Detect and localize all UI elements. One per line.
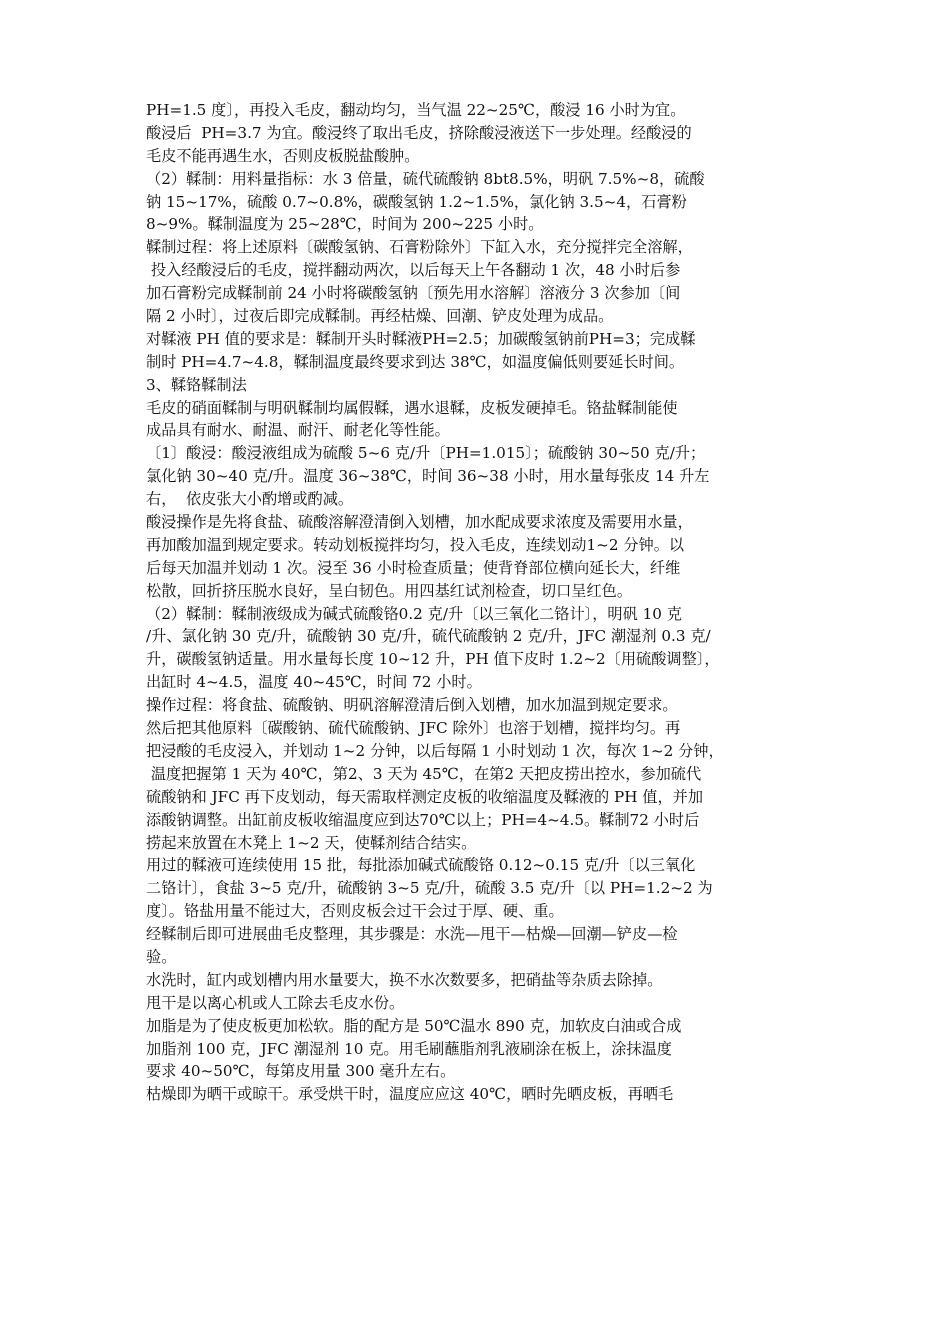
text-line: 度〕。铬盐用量不能过大，否则皮板会过干会过于厚、硬、重。 [146,902,564,921]
text-line: 枯燥即为晒干或晾干。承受烘干时，温度应应这 40℃，晒时先晒皮板，再晒毛 [146,1085,674,1104]
text-line: 温度把握第 1 天为 40℃，第2、3 天为 45℃，在第2 天把皮捞出控水，参加硫代 [146,764,702,783]
text-line: 要求 40~50℃，每第皮用量 300 毫升左右。 [146,1062,456,1081]
text-line: 把浸酸的毛皮浸入，并划动 1~2 分钟，以后每隔 1 小时划动 1 次，每次 1~2 分钟， [146,741,724,760]
text-line: 添酸钠调整。出缸前皮板收缩温度应到达70℃以上；PH=4~4.5。鞣制72 小时后 [146,810,700,829]
text-line: 毛皮不能再遇生水，否则皮板脱盐酸肿。 [146,146,420,165]
text-line: （2）鞣制：鞣制液级成为碱式硫酸铬0.2 克/升〔以三氧化二铬计〕，明矾 10 克 [146,604,682,623]
text-line: 操作过程：将食盐、硫酸钠、明矾溶解澄清后倒入划槽，加水加温到规定要求。 [146,696,678,715]
text-line: （2）鞣制：用料量指标：水 3 倍量，硫代硫酸钠 8bt8.5%，明矾 7.5%~8，硫酸 [146,169,705,188]
text-line: 加脂剂 100 克，JFC 潮湿剂 10 克。用毛刷蘸脂剂乳液刷涂在板上，涂抹温度 [146,1039,672,1058]
text-line: 然后把其他原料〔碳酸钠、硫代硫酸钠、JFC 除外〕也溶于划槽，搅拌均匀。再 [146,719,681,738]
text-line: 二铬计〕，食盐 3~5 克/升，硫酸钠 3~5 克/升，硫酸 3.5 克/升〔以 PH=1.2~2 为 [146,879,713,898]
text-line: 再加酸加温到规定要求。转动划板搅拌均匀，投入毛皮，连续划动1~2 分钟。以 [146,535,685,554]
text-line: PH=1.5 度〕，再投入毛皮，翻动均匀，当气温 22~25℃，酸浸 16 小时为宜。 [146,101,686,119]
text-line: 甩干是以离心机或人工除去毛皮水份。 [146,993,405,1012]
text-line: 验。 [146,947,177,966]
text-line: 硫酸钠和 JFC 再下皮划动，每天需取样测定皮板的收缩温度及鞣液的 PH 值，并加 [146,787,704,806]
text-line: 鞣制过程：将上述原料〔碳酸氢钠、石膏粉除外〕下缸入水，充分搅拌完全溶解， [146,238,693,257]
text-line: 加石膏粉完成鞣制前 24 小时将碳酸氢钠〔预先用水溶解〕溶液分 3 次参加〔间 [146,284,681,303]
text-line: 加脂是为了使皮板更加松软。脂的配方是 50℃温水 890 克，加软皮白油或合成 [146,1016,682,1035]
text-line: 升，碳酸氢钠适量。用水量每长度 10~12 升，PH 值下皮时 1.2~2〔用硫酸调整〕， [146,650,720,669]
text-line: 酸浸操作是先将食盐、硫酸溶解澄清倒入划槽，加水配成要求浓度及需要用水量， [146,513,693,532]
text-line: 捞起来放置在木凳上 1~2 天，使鞣剂结合结实。 [146,833,477,852]
text-line: 对鞣液 PH 值的要求是：鞣制开头时鞣液PH=2.5；加碳酸氢钠前PH=3；完成鞣 [146,329,696,348]
text-line: /升、氯化钠 30 克/升，硫酸钠 30 克/升，硫代硫酸钠 2 克/升，JFC 潮湿剂 0.3 克/ [146,627,711,646]
text-line: 经鞣制后即可进展曲毛皮整理，其步骤是：水洗—甩干—枯燥—回潮—铲皮—检 [146,925,678,944]
text-line: 酸浸后 PH=3.7 为宜。酸浸终了取出毛皮，挤除酸浸液送下一步处理。经酸浸的 [146,123,692,142]
text-line: 用过的鞣液可连续使用 15 批，每批添加碱式硫酸铬 0.12~0.15 克/升〔以三氧化 [146,856,696,875]
text-line: 〔1〕酸浸：酸浸液组成为硫酸 5~6 克/升〔PH=1.015〕；硫酸钠 30~50 克/升； [146,444,706,463]
text-line: 毛皮的硝面鞣制与明矾鞣制均属假鞣，遇水退鞣，皮板发硬掉毛。铬盐鞣制能使 [146,398,678,417]
text-line: 后每天加温并划动 1 次。浸至 36 小时检查质量；使背脊部位横向延长大，纤维 [146,558,681,577]
text-line: 隔 2 小时〕，过夜后即完成鞣制。再经枯燥、回潮、铲皮处理为成品。 [146,307,614,326]
text-line: 钠 15~17%，硫酸 0.7~0.8%，碳酸氢钠 1.2~1.5%，氯化钠 3.5~4，石膏粉 [146,192,687,211]
text-line: 8~9%。鞣制温度为 25~28℃，时间为 200~225 小时。 [146,215,544,234]
text-line: 氯化钠 30~40 克/升。温度 36~38℃，时间 36~38 小时，用水量每张皮 14 升左 [146,467,710,486]
text-line: 水洗时，缸内或划槽内用水量要大，换不水次数要多，把硝盐等杂质去除掉。 [146,970,663,989]
text-line: 成品具有耐水、耐温、耐汗、耐老化等性能。 [146,421,450,440]
text-line: 右， 依皮张大小酌增或酌减。 [146,490,354,509]
section-heading: 3、鞣铬鞣制法 [146,375,247,394]
text-line: 投入经酸浸后的毛皮，搅拌翻动两次，以后每天上午各翻动 1 次，48 小时后参 [146,261,681,280]
document-body [146,99,826,1106]
text-line: 制时 PH=4.7~4.8，鞣制温度最终要求到达 38℃，如温度偏低则要延长时间。 [146,352,685,371]
text-line: 出缸时 4~4.5，温度 40~45℃，时间 72 小时。 [146,673,482,692]
text-line: 松散，回折挤压脱水良好，呈白韧色。用四基红试剂检查，切口呈红色。 [146,581,632,600]
